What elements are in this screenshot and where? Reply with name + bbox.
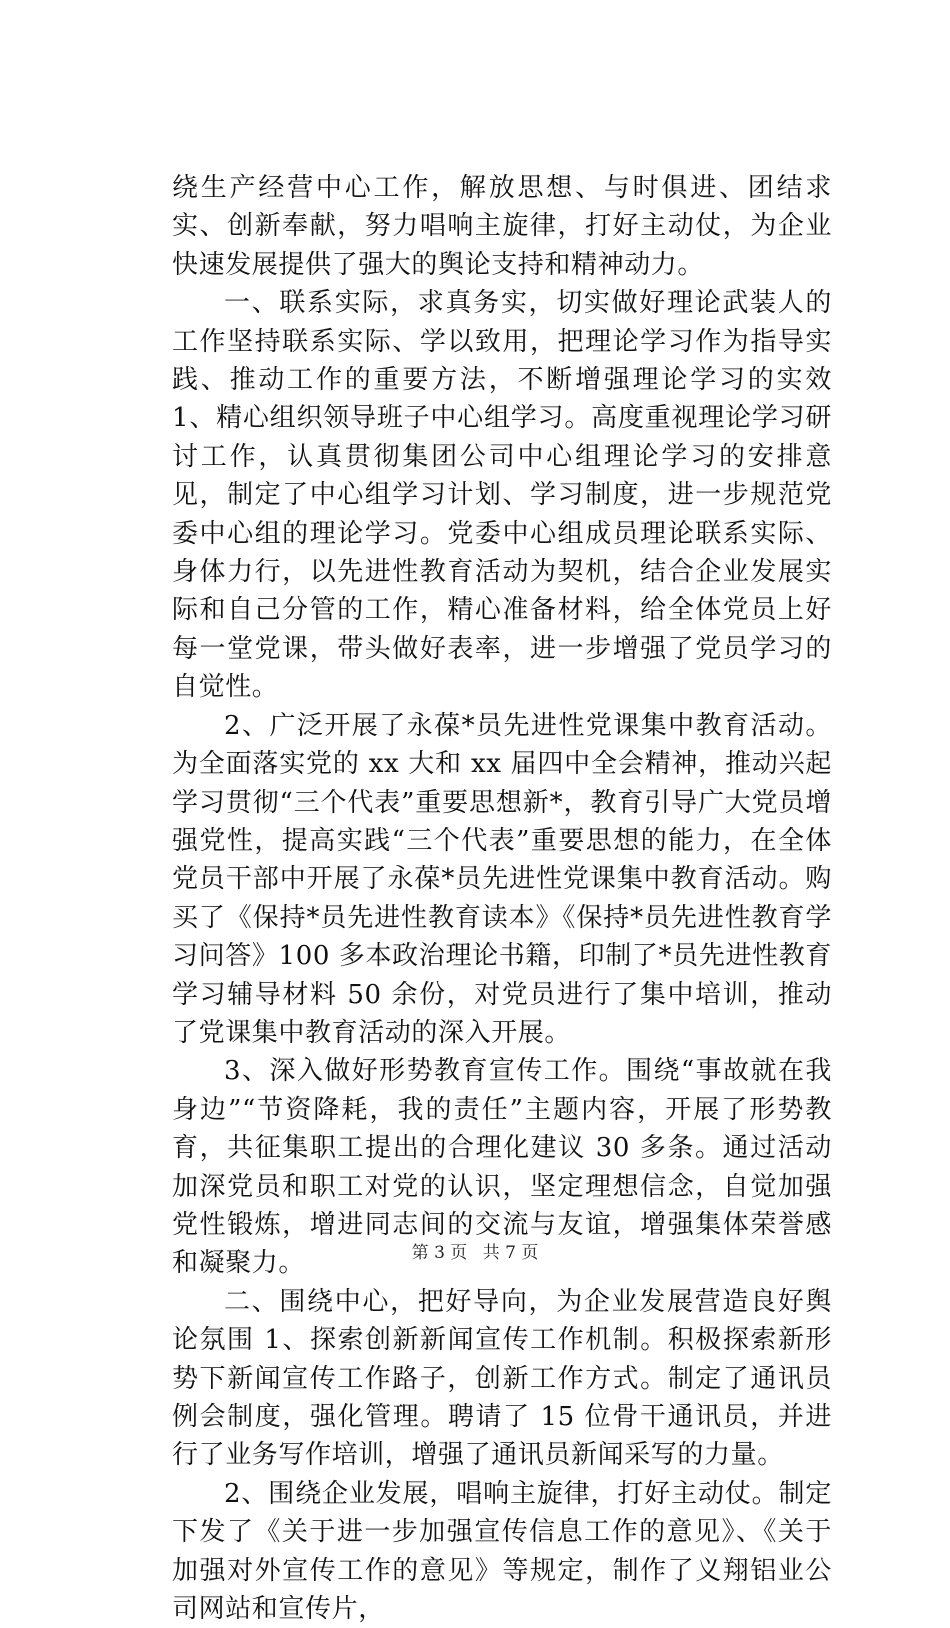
document-body	[172, 169, 832, 1628]
paragraph-item-two-enterprise-development: 2、围绕企业发展，唱响主旋律，打好主动仗。制定下发了《关于进一步加强宣传信息工作的意见》、《关于加强对外宣传工作的意见》等规定，制作了义翔铝业公司网站和宣传片，	[172, 1478, 832, 1625]
paragraph-item-three-situation-education: 3、深入做好形势教育宣传工作。围绕“事故就在我身边”“节资降耗，我的责任”主题内容，开展了形势教育，共征集职工提出的合理化建议 30 多条。通过活动加深党员和职工对党的认识，坚定理想信念，自觉加强党性锻炼，增进同志间的交流与友谊，增强集体荣誉感和凝聚力。	[172, 1056, 832, 1279]
paragraph-item-two-party-lesson: 2、广泛开展了永葆*员先进性党课集中教育活动。为全面落实党的 xx 大和 xx 届四中全会精神，推动兴起学习贯彻“三个代表”重要思想新*，教育引导广大党员增强党性，提高实践“三个代表”重要思想的能力，在全体党员干部中开展了永葆*员先进性党课集中教育活动。购买了《保持*员先进性教育读本》《保持*员先进性教育学习问答》100 多本政治理论书籍，印制了*员先进性教育学习辅导材料 50 余份，对党员进行了集中培训，推动了党课集中教育活动的深入开展。	[172, 710, 832, 1048]
page-number: 第 3 页	[411, 1243, 468, 1263]
paragraph-intro-continuation: 绕生产经营中心工作，解放思想、与时俱进、团结求实、创新奉献，努力唱响主旋律，打好主动仗，为企业快速发展提供了强大的舆论支持和精神动力。	[172, 173, 832, 280]
paragraph-section-two: 二、围绕中心，把好导向，为企业发展营造良好舆论氛围 1、探索创新新闻宣传工作机制。积极探索新形势下新闻宣传工作路子，创新工作方式。制定了通讯员例会制度，强化管理。聘请了 15 位骨干通讯员，并进行了业务写作培训，增强了通讯员新闻采写的力量。	[172, 1286, 832, 1471]
page-footer	[0, 1242, 950, 1264]
page-total: 共 7 页	[482, 1243, 539, 1263]
paragraph-section-one: 一、联系实际，求真务实，切实做好理论武装人的工作坚持联系实际、学以致用，把理论学习作为指导实践、推动工作的重要方法，不断增强理论学习的实效 1、精心组织领导班子中心组学习。高度重视理论学习研讨工作，认真贯彻集团公司中心组理论学习的安排意见，制定了中心组学习计划、学习制度，进一步规范党委中心组的理论学习。党委中心组成员理论联系实际、身体力行，以先进性教育活动为契机，结合企业发展实际和自己分管的工作，精心准备材料，给全体党员上好每一堂党课，带头做好表率，进一步增强了党员学习的自觉性。	[172, 288, 832, 703]
